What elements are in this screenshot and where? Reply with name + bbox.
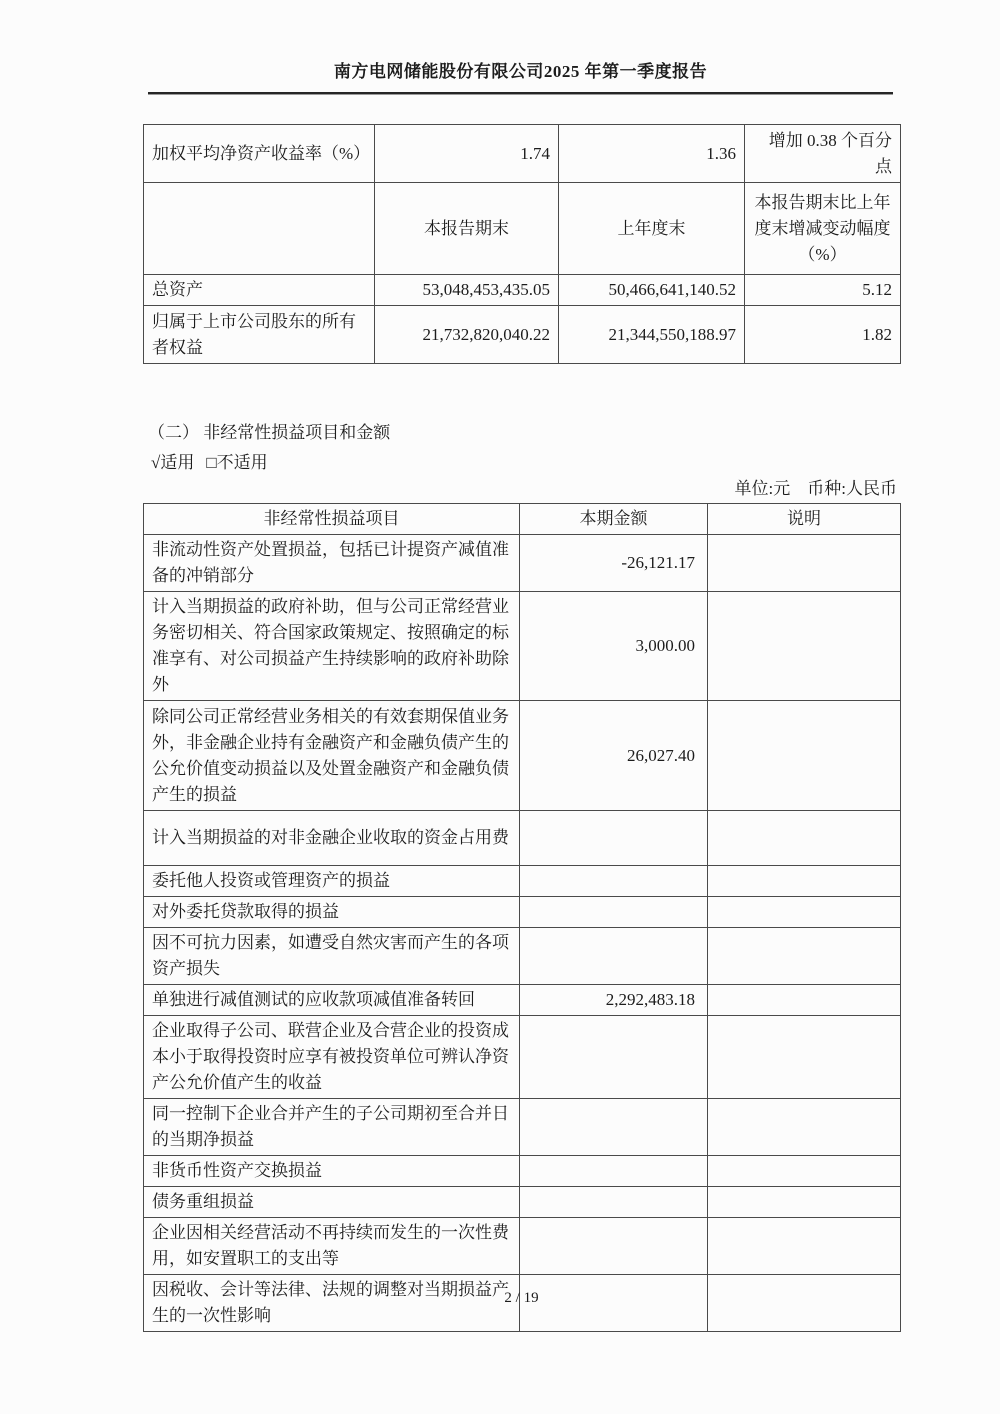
applicable-checked-label: √适用 [151, 453, 195, 472]
not-applicable-label: □不适用 [206, 453, 268, 472]
item-cell: 非流动性资产处置损益，包括已计提资产减值准备的冲销部分 [144, 535, 520, 592]
item-cell: 企业取得子公司、联营企业及合营企业的投资成本小于取得投资时应享有被投资单位可辨认净资产公允价值产生的收益 [144, 1016, 520, 1099]
amount-cell [520, 928, 708, 985]
note-cell [708, 1187, 901, 1218]
item-cell: 单独进行减值测试的应收款项减值准备转回 [144, 985, 520, 1016]
amount-column-header: 本期金额 [520, 504, 708, 535]
amount-cell [520, 1099, 708, 1156]
item-column-header: 非经常性损益项目 [144, 504, 520, 535]
metric-label-cell: 归属于上市公司股东的所有者权益 [144, 306, 375, 364]
table-header-row [144, 504, 901, 535]
note-cell [708, 535, 901, 592]
note-cell [708, 1218, 901, 1275]
table-row [144, 1187, 901, 1218]
item-cell: 因不可抗力因素，如遭受自然灾害而产生的各项资产损失 [144, 928, 520, 985]
previous-value-cell: 21,344,550,188.97 [559, 306, 745, 364]
note-cell [708, 1016, 901, 1099]
current-period-header-cell: 本报告期末 [375, 183, 559, 275]
note-cell [708, 701, 901, 811]
amount-cell [520, 811, 708, 866]
item-cell: 委托他人投资或管理资产的损益 [144, 866, 520, 897]
metric-label-cell: 总资产 [144, 275, 375, 306]
item-cell: 同一控制下企业合并产生的子公司期初至合并日的当期净损益 [144, 1099, 520, 1156]
change-value-cell: 1.82 [745, 306, 901, 364]
current-value-cell: 1.74 [375, 125, 559, 183]
table-row [144, 1156, 901, 1187]
current-value-cell: 53,048,453,435.05 [375, 275, 559, 306]
table-row [144, 592, 901, 701]
note-cell [708, 1156, 901, 1187]
metric-label-cell [144, 183, 375, 275]
summary-table [143, 124, 901, 364]
note-cell [708, 811, 901, 866]
amount-cell [520, 1218, 708, 1275]
change-value-cell: 5.12 [745, 275, 901, 306]
table-row [144, 1218, 901, 1275]
amount-cell [520, 1187, 708, 1218]
change-header-cell: 本报告期末比上年度末增减变动幅度（%） [745, 183, 901, 275]
amount-cell: 2,292,483.18 [520, 985, 708, 1016]
note-cell [708, 1099, 901, 1156]
previous-period-header-cell: 上年度末 [559, 183, 745, 275]
amount-cell [520, 866, 708, 897]
note-column-header: 说明 [708, 504, 901, 535]
table-row [144, 811, 901, 866]
item-cell: 除同公司正常经营业务相关的有效套期保值业务外，非金融企业持有金融资产和金融负债产生的公允价值变动损益以及处置金融资产和金融负债产生的损益 [144, 701, 520, 811]
table-row [144, 306, 901, 364]
table-row [144, 897, 901, 928]
item-cell: 非货币性资产交换损益 [144, 1156, 520, 1187]
nonrecurring-items-table [143, 503, 901, 1332]
table-header-row [144, 183, 901, 275]
page-number: 2 / 19 [504, 1290, 539, 1306]
item-cell: 因税收、会计等法律、法规的调整对当期损益产生的一次性影响 [144, 1275, 520, 1332]
table-row [144, 275, 901, 306]
table-row [144, 866, 901, 897]
item-cell: 企业因相关经营活动不再持续而发生的一次性费用，如安置职工的支出等 [144, 1218, 520, 1275]
table-row [144, 985, 901, 1016]
section-heading: （二） 非经常性损益项目和金额 [148, 423, 391, 442]
item-cell: 计入当期损益的对非金融企业收取的资金占用费 [144, 811, 520, 866]
amount-cell: 3,000.00 [520, 592, 708, 701]
current-value-cell: 21,732,820,040.22 [375, 306, 559, 364]
applicability-line [151, 452, 901, 474]
unit-currency-note: 单位:元 币种:人民币 [734, 479, 897, 498]
previous-value-cell: 1.36 [559, 125, 745, 183]
header-divider [148, 92, 893, 95]
table-row [144, 928, 901, 985]
note-cell [708, 866, 901, 897]
previous-value-cell: 50,466,641,140.52 [559, 275, 745, 306]
note-cell [708, 985, 901, 1016]
item-cell: 对外委托贷款取得的损益 [144, 897, 520, 928]
amount-cell: 26,027.40 [520, 701, 708, 811]
note-cell [708, 592, 901, 701]
change-value-cell: 增加 0.38 个百分点 [745, 125, 901, 183]
item-cell: 计入当期损益的政府补助，但与公司正常经营业务密切相关、符合国家政策规定、按照确定的标准享有、对公司损益产生持续影响的政府补助除外 [144, 592, 520, 701]
document-title: 南方电网储能股份有限公司2025 年第一季度报告 [333, 62, 708, 81]
table-row [144, 1099, 901, 1156]
amount-cell: -26,121.17 [520, 535, 708, 592]
item-cell: 债务重组损益 [144, 1187, 520, 1218]
metric-label-cell: 加权平均净资产收益率（%） [144, 125, 375, 183]
amount-cell [520, 897, 708, 928]
table-row [144, 701, 901, 811]
table-row [144, 1016, 901, 1099]
table-row [144, 125, 901, 183]
note-cell [708, 928, 901, 985]
amount-cell [520, 1016, 708, 1099]
table-row [144, 535, 901, 592]
note-cell [708, 897, 901, 928]
amount-cell [520, 1156, 708, 1187]
